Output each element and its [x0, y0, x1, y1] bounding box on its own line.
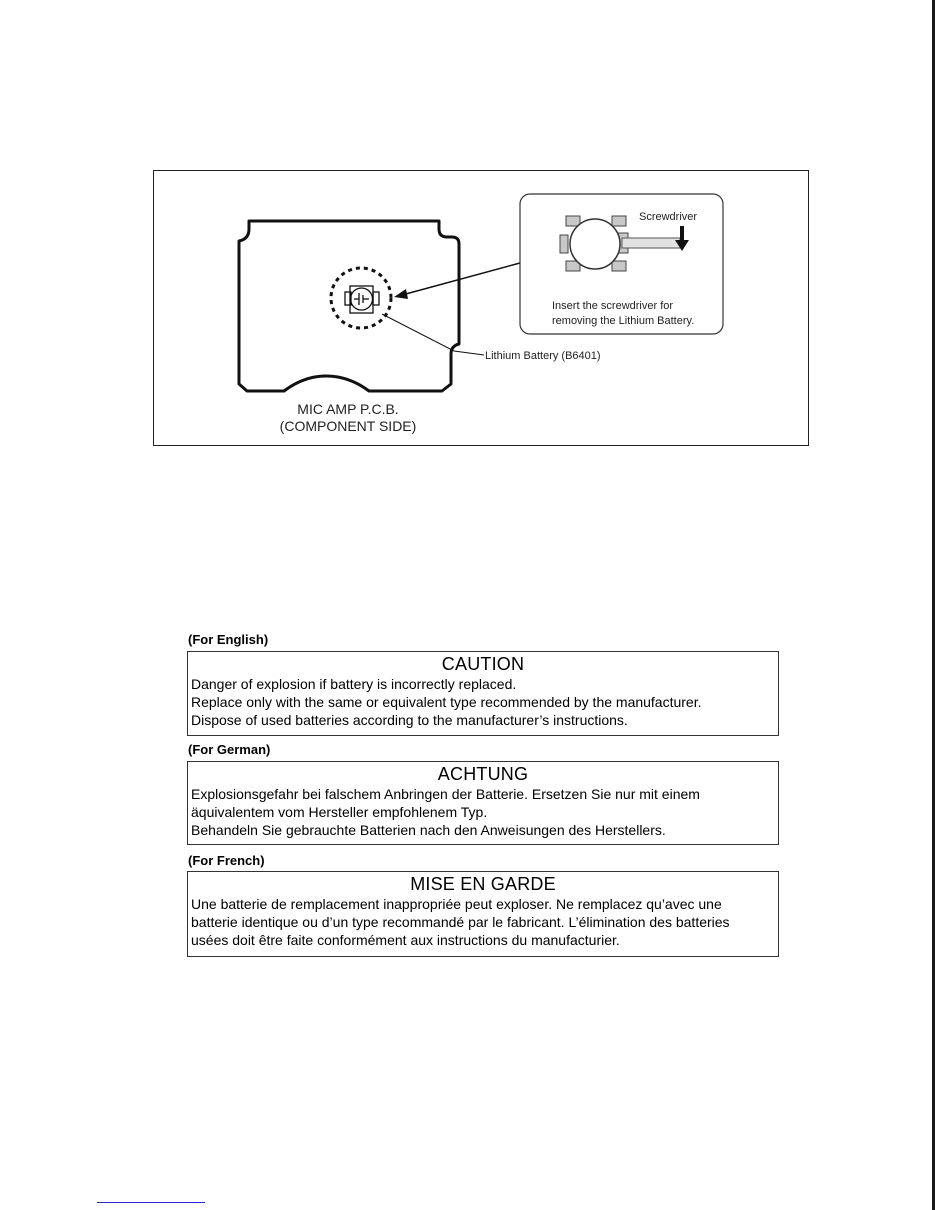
english-caution-box — [187, 651, 779, 736]
english-caution-title: CAUTION — [441, 654, 525, 674]
german-caution-title: ACHTUNG — [437, 764, 529, 784]
pcb-label-line2: (COMPONENT SIDE) — [279, 418, 417, 434]
german-caution-line-3: Behandeln Sie gebrauchte Batterien nach den Anweisungen des Herstellers. — [191, 822, 666, 838]
screwdriver-shaft — [622, 238, 680, 248]
pointer-arrowhead — [394, 289, 408, 299]
inset-instruction-line2: removing the Lithium Battery. — [552, 315, 695, 327]
english-caution-line-2: Replace only with the same or equivalent type recommended by the manufacturer. — [191, 694, 702, 710]
french-language-label: (For French) — [188, 853, 265, 868]
english-language-label: (For English) — [188, 632, 269, 647]
french-caution-line-2: batterie identique ou d’un type recommandé par le fabricant. L’élimination des batteries — [191, 914, 730, 930]
german-language-label: (For German) — [188, 742, 271, 757]
battery-callout-label: Lithium Battery (B6401) — [485, 350, 601, 362]
german-caution-box — [187, 761, 779, 845]
battery-callout-leader — [382, 314, 484, 355]
pcb-outline — [239, 221, 459, 391]
french-caution-title: MISE EN GARDE — [410, 874, 556, 894]
inset-instruction-line1: Insert the screwdriver for — [552, 300, 674, 312]
pcb-label-line1: MIC AMP P.C.B. — [297, 401, 399, 417]
french-caution-line-1: Une batterie de remplacement inappropriée peut exploser. Ne remplacez qu’avec une — [191, 896, 722, 912]
english-caution-line-3: Dispose of used batteries according to the manufacturer’s instructions. — [191, 712, 628, 728]
screwdriver-label: Screwdriver — [639, 211, 698, 223]
battery-location-figure — [153, 170, 809, 446]
german-caution-line-2: äquivalentem vom Hersteller empfohlenem Typ. — [191, 804, 488, 820]
footer-link-underline[interactable] — [97, 1202, 205, 1203]
inset-battery-holder — [560, 216, 628, 271]
french-caution-box — [187, 871, 779, 957]
german-caution-line-1: Explosionsgefahr bei falschem Anbringen der Batterie. Ersetzen Sie nur mit einem — [191, 786, 700, 802]
battery-symbol — [345, 286, 379, 313]
battery-highlight-circle — [331, 268, 391, 328]
french-caution-line-3: usées doit être faite conformément aux instructions du manufacturier. — [191, 932, 620, 948]
english-caution-line-1: Danger of explosion if battery is incorrectly replaced. — [191, 676, 517, 692]
